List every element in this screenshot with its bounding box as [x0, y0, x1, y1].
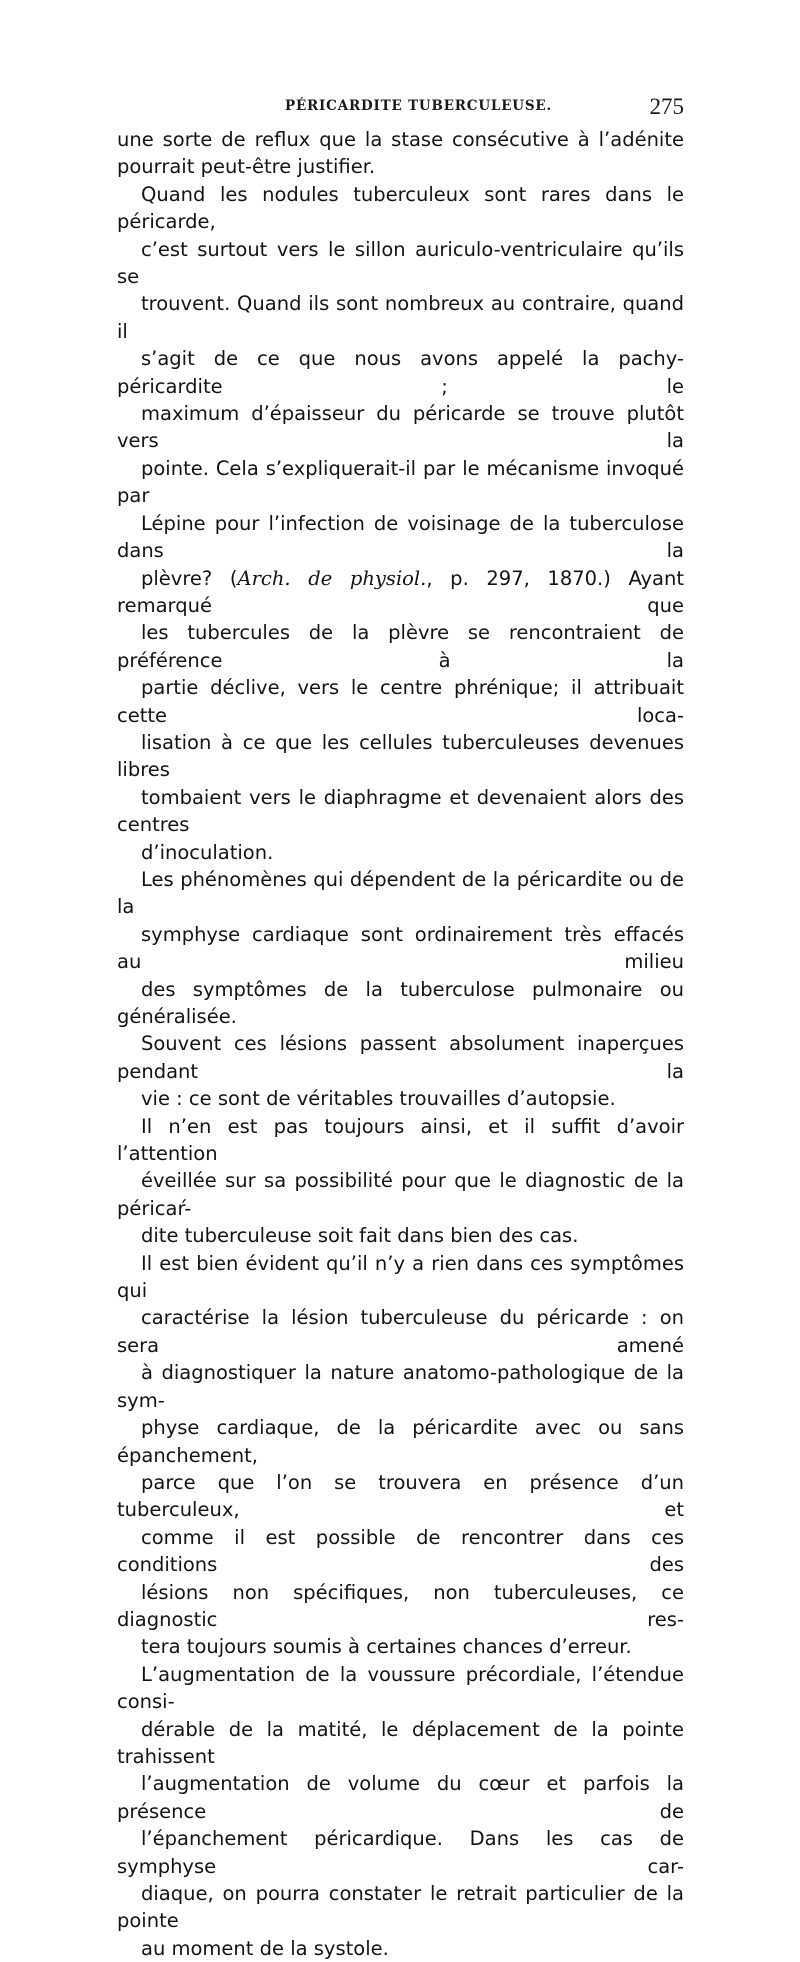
text-line: l’épanchement péricardique. Dans les cas de symphyse car-: [117, 1827, 684, 1878]
text-line: L’augmentation de la voussure précordiale, l’étendue consi-: [117, 1662, 684, 1714]
paragraph: [117, 126, 684, 181]
text-line: éveillée sur sa possibilité pour que le diagnostic de la péricaŕ-: [117, 1169, 684, 1220]
text-line: l’augmentation de volume du cœur et parfois la présence de: [117, 1772, 684, 1823]
text-line: Lépine pour l’infection de voisinage de la tuberculose dans la: [117, 511, 684, 563]
text-line: partie déclive, vers le centre phrénique; il attribuait cette loca-: [117, 676, 684, 727]
paragraph: [117, 1250, 684, 1661]
text-line: tera toujours soumis à certaines chances d’erreur.: [141, 1635, 632, 1659]
text-line: une sorte de reflux que la stase consécutive à l’adénite: [117, 128, 684, 151]
text-fragment: , p. 297, 1870.) Ayant remarqué que: [117, 566, 685, 617]
page-number: 275: [649, 94, 684, 119]
text-line: des symptômes de la tuberculose pulmonaire ou généralisée.: [117, 977, 684, 1028]
page-header: [117, 94, 684, 122]
text-line: à diagnostiquer la nature anatomo-pathologique de la sym-: [117, 1361, 684, 1412]
text-line: physe cardiaque, de la péricardite avec ou sans épanchement,: [117, 1416, 684, 1467]
text-line: pointe. Cela s’expliquerait-il par le mécanisme invoqué par: [117, 456, 684, 508]
text-line: d’inoculation.: [141, 840, 274, 864]
text-line: les tubercules de la plèvre se rencontraient de préférence à la: [117, 621, 684, 672]
text-line: diaque, on pourra constater le retrait particulier de la pointe: [117, 1882, 684, 1933]
text-line: parce que l’on se trouvera en présence d’un tuberculeux, et: [117, 1470, 684, 1522]
paragraph: [117, 866, 684, 1113]
text-line: trouvent. Quand ils sont nombreux au contraire, quand il: [117, 292, 684, 343]
body-text: [117, 126, 684, 1962]
journal-citation: Arch. de physiol.: [237, 566, 427, 590]
text-line: symphyse cardiaque sont ordinairement très effacés au milieu: [117, 922, 684, 974]
running-head: PÉRICARDITE TUBERCULEUSE.: [285, 98, 553, 114]
text-fragment: plèvre? (: [141, 566, 238, 590]
text-line: dérable de la matité, le déplacement de la pointe trahissent: [117, 1717, 684, 1768]
text-line: Les phénomènes qui dépendent de la péricardite ou de la: [117, 867, 684, 919]
paragraph: [117, 1661, 684, 1962]
text-line: Souvent ces lésions passent absolument inaperçues pendant la: [117, 1032, 684, 1083]
text-line: dite tuberculeuse soit fait dans bien des cas.: [141, 1224, 579, 1248]
text-line: Il est bien évident qu’il n’y a rien dans ces symptômes qui: [117, 1251, 684, 1303]
text-line: vie : ce sont de véritables trouvailles d’autopsie.: [141, 1087, 616, 1111]
text-line: caractérise la lésion tuberculeuse du péricarde : on sera amené: [117, 1306, 684, 1357]
text-line: lisation à ce que les cellules tuberculeuses devenues libres: [117, 730, 684, 782]
text-line: lésions non spécifiques, non tuberculeuses, ce diagnostic res-: [117, 1580, 684, 1631]
text-line-with-citation: [117, 565, 684, 620]
text-line: Il n’en est pas toujours ainsi, et il suffit d’avoir l’attention: [117, 1114, 684, 1166]
text-line: tombaient vers le diaphragme et devenaient alors des centres: [117, 785, 684, 837]
text-line: Quand les nodules tuberculeux sont rares dans le péricarde,: [117, 182, 684, 234]
text-line: pourrait peut-être justifier.: [117, 155, 376, 179]
text-line: maximum d’épaisseur du péricarde se trouve plutôt vers la: [117, 402, 684, 453]
text-line: comme il est possible de rencontrer dans ces conditions des: [117, 1525, 684, 1577]
text-line: s’agit de ce que nous avons appelé la pachy-péricardite ; le: [117, 347, 684, 398]
paragraph: [117, 181, 684, 866]
paragraph: [117, 1113, 684, 1250]
text-line: c’est surtout vers le sillon auriculo-ventriculaire qu’ils se: [117, 237, 684, 289]
text-line: au moment de la systole.: [141, 1936, 389, 1960]
